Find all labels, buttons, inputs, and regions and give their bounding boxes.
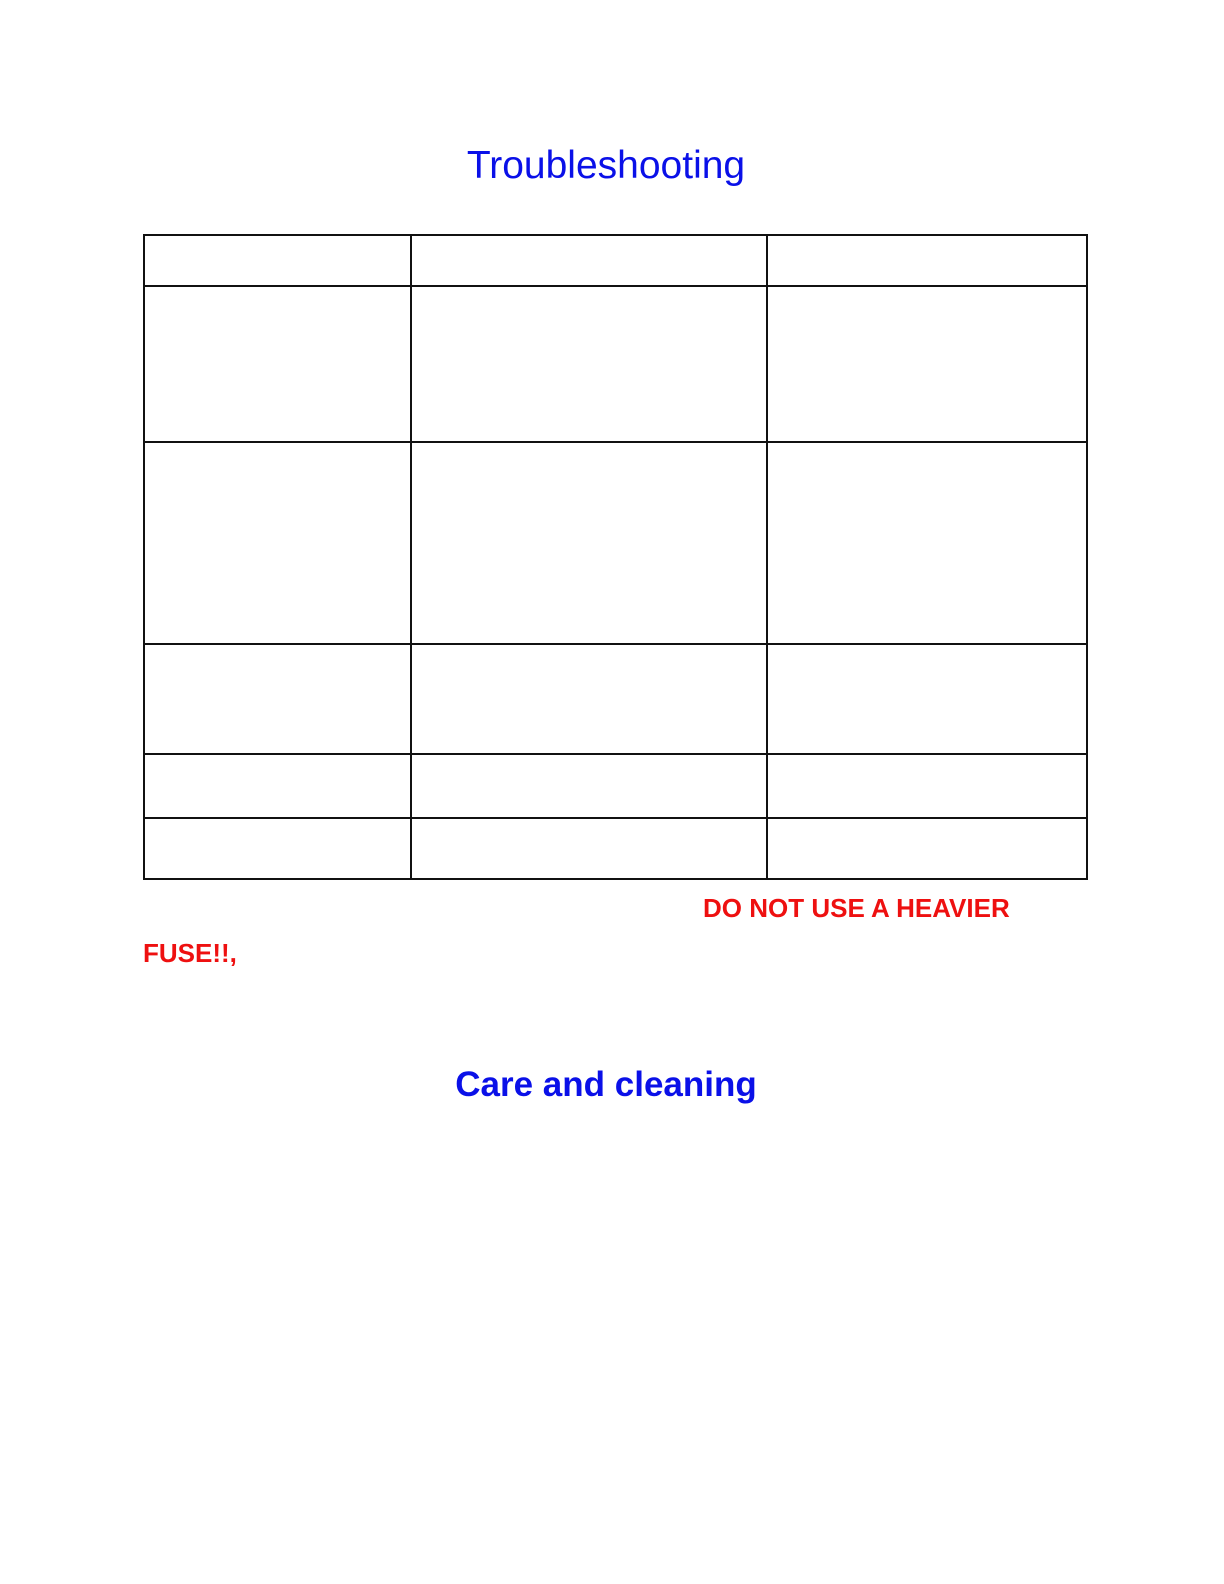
table-row	[144, 442, 1087, 644]
table-cell	[767, 818, 1087, 879]
table-cell	[144, 235, 411, 286]
table-row	[144, 754, 1087, 818]
table-cell	[144, 644, 411, 754]
table-cell	[767, 442, 1087, 644]
fuse-warning-line-1: DO NOT USE A HEAVIER	[703, 893, 1010, 923]
table-cell	[411, 235, 768, 286]
table-cell	[144, 442, 411, 644]
table-cell	[411, 818, 768, 879]
page-title: Troubleshooting	[466, 144, 746, 187]
table-cell	[767, 286, 1087, 442]
table-cell	[767, 644, 1087, 754]
table-header-row	[144, 235, 1087, 286]
fuse-warning-line-2: FUSE!!,	[143, 938, 237, 968]
table-cell	[144, 818, 411, 879]
table-row	[144, 286, 1087, 442]
table-row	[144, 818, 1087, 879]
table-cell	[767, 754, 1087, 818]
table-cell	[411, 442, 768, 644]
table-cell	[411, 286, 768, 442]
table-cell	[767, 235, 1087, 286]
table-cell	[411, 754, 768, 818]
table-cell	[411, 644, 768, 754]
section-heading-care-and-cleaning: Care and cleaning	[455, 1065, 757, 1104]
table-cell	[144, 286, 411, 442]
table-cell	[144, 754, 411, 818]
table-row	[144, 644, 1087, 754]
troubleshooting-table	[143, 234, 1088, 880]
